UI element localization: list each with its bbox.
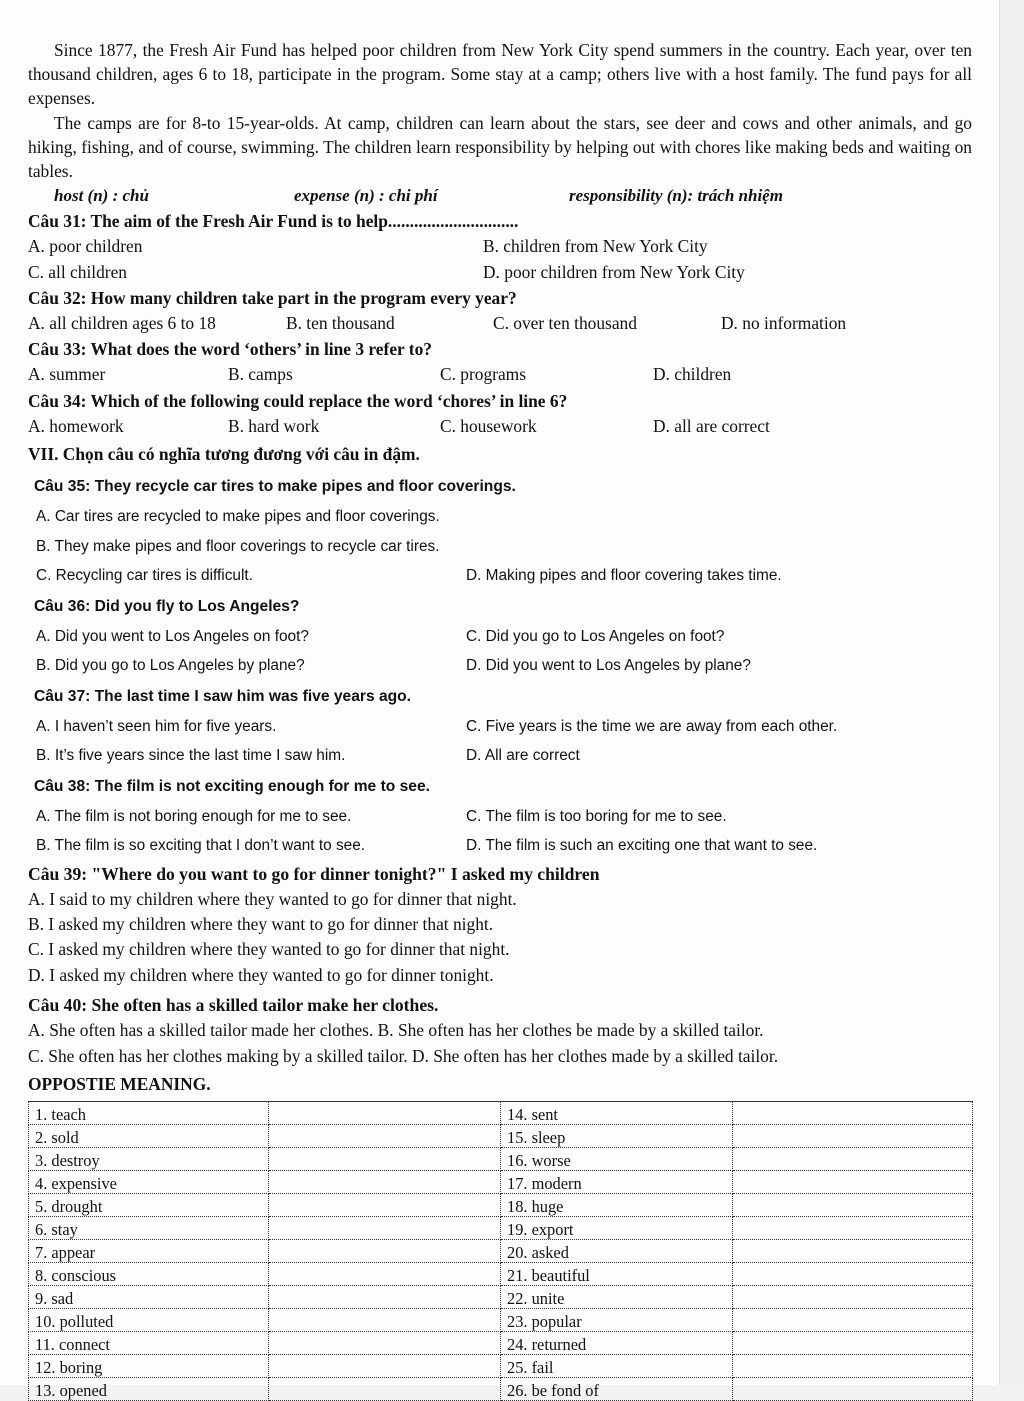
question-35-option-d: D. Making pipes and floor covering takes time. bbox=[466, 567, 782, 585]
question-35-option-cd-row bbox=[28, 565, 972, 587]
question-36-options-row-2 bbox=[28, 655, 972, 677]
question-36-option-a: A. Did you went to Los Angeles on foot? bbox=[36, 627, 309, 645]
table-row bbox=[29, 1308, 973, 1331]
section-7-heading: VII. Chọn câu có nghĩa tương đương với câu in đậm. bbox=[28, 444, 420, 465]
vocabulary-glossary bbox=[28, 185, 972, 208]
word-left: 8. conscious bbox=[29, 1262, 269, 1285]
question-35-stem: Câu 35: They recycle car tires to make pipes and floor coverings. bbox=[34, 478, 516, 496]
answer-blank-right[interactable] bbox=[733, 1377, 973, 1400]
question-34-stem: Câu 34: Which of the following could replace the word ‘chores’ in line 6? bbox=[28, 390, 568, 411]
answer-blank-left[interactable] bbox=[269, 1124, 501, 1147]
answer-blank-right[interactable] bbox=[733, 1308, 973, 1331]
opposite-meaning-heading: OPPOSTIE MEANING. bbox=[28, 1073, 211, 1094]
answer-blank-right[interactable] bbox=[733, 1147, 973, 1170]
question-33-option-d: D. children bbox=[653, 364, 732, 385]
question-40-stem: Câu 40: She often has a skilled tailor make her clothes. bbox=[28, 994, 439, 1015]
question-39-option-b: B. I asked my children where they want to go for dinner that night. bbox=[28, 914, 494, 935]
table-row bbox=[29, 1285, 973, 1308]
word-left: 5. drought bbox=[29, 1193, 269, 1216]
word-left: 9. sad bbox=[29, 1285, 269, 1308]
reading-paragraph-1: Since 1877, the Fresh Air Fund has helped poor children from New York City spend summers in the country. Each year, over ten thousand children, ages 6 to 18, participate in the program. Some stay at a camp; others live with a host family. The fund pays for all expenses. bbox=[28, 40, 972, 109]
question-32-option-a: A. all children ages 6 to 18 bbox=[28, 312, 216, 333]
answer-blank-left[interactable] bbox=[269, 1285, 501, 1308]
question-32-option-b: B. ten thousand bbox=[286, 312, 395, 333]
question-37-options-row-2 bbox=[28, 745, 972, 767]
word-right: 22. unite bbox=[501, 1285, 733, 1308]
question-34-options bbox=[28, 414, 972, 439]
word-left: 11. connect bbox=[29, 1331, 269, 1354]
word-left: 13. opened bbox=[29, 1377, 269, 1400]
question-38-option-b: B. The film is so exciting that I don’t want to see. bbox=[36, 837, 366, 855]
answer-blank-right[interactable] bbox=[733, 1262, 973, 1285]
answer-blank-right[interactable] bbox=[733, 1331, 973, 1354]
answer-blank-left[interactable] bbox=[269, 1216, 501, 1239]
question-38-option-c: C. The film is too boring for me to see. bbox=[466, 807, 727, 825]
answer-blank-left[interactable] bbox=[269, 1101, 501, 1124]
question-36-options-row-1 bbox=[28, 626, 972, 648]
question-33-option-a: A. summer bbox=[28, 364, 106, 385]
answer-blank-left[interactable] bbox=[269, 1377, 501, 1400]
word-right: 14. sent bbox=[501, 1101, 733, 1124]
vocab-host: host (n) : chủ bbox=[54, 186, 149, 206]
word-left: 7. appear bbox=[29, 1239, 269, 1262]
question-35-option-a: A. Car tires are recycled to make pipes and floor coverings. bbox=[36, 508, 440, 526]
table-row bbox=[29, 1193, 973, 1216]
question-34-option-a: A. homework bbox=[28, 415, 124, 436]
question-36-option-b: B. Did you go to Los Angeles by plane? bbox=[36, 657, 305, 675]
table-row bbox=[29, 1239, 973, 1262]
question-36-option-c: C. Did you go to Los Angeles on foot? bbox=[466, 627, 725, 645]
word-right: 25. fail bbox=[501, 1354, 733, 1377]
answer-blank-right[interactable] bbox=[733, 1124, 973, 1147]
question-32-options bbox=[28, 311, 972, 336]
question-37-stem: Câu 37: The last time I saw him was five years ago. bbox=[34, 687, 411, 705]
word-right: 21. beautiful bbox=[501, 1262, 733, 1285]
question-32-stem: Câu 32: How many children take part in the program every year? bbox=[28, 287, 517, 308]
question-31-option-d: D. poor children from New York City bbox=[483, 261, 745, 282]
question-31-option-a: A. poor children bbox=[28, 236, 143, 257]
question-35-option-b: B. They make pipes and floor coverings to recycle car tires. bbox=[36, 537, 440, 555]
question-33-option-c: C. programs bbox=[440, 364, 526, 385]
question-35-option-a-row bbox=[28, 506, 972, 528]
word-right: 16. worse bbox=[501, 1147, 733, 1170]
word-left: 3. destroy bbox=[29, 1147, 269, 1170]
word-right: 23. popular bbox=[501, 1308, 733, 1331]
question-31-options-row-1 bbox=[28, 234, 972, 259]
question-36-option-d: D. Did you went to Los Angeles by plane? bbox=[466, 657, 751, 675]
word-right: 18. huge bbox=[501, 1193, 733, 1216]
question-34-option-c: C. housework bbox=[440, 415, 537, 436]
word-right: 26. be fond of bbox=[501, 1377, 733, 1400]
answer-blank-left[interactable] bbox=[269, 1331, 501, 1354]
answer-blank-right[interactable] bbox=[733, 1239, 973, 1262]
word-left: 4. expensive bbox=[29, 1170, 269, 1193]
word-left: 10. polluted bbox=[29, 1308, 269, 1331]
question-38-options-row-1 bbox=[28, 806, 972, 828]
word-right: 19. export bbox=[501, 1216, 733, 1239]
question-32-option-c: C. over ten thousand bbox=[493, 312, 637, 333]
word-left: 12. boring bbox=[29, 1354, 269, 1377]
question-31-options-row-2 bbox=[28, 260, 972, 285]
table-row bbox=[29, 1354, 973, 1377]
question-37-option-c: C. Five years is the time we are away from each other. bbox=[466, 717, 838, 735]
question-35-option-c: C. Recycling car tires is difficult. bbox=[36, 567, 253, 585]
table-row bbox=[29, 1101, 973, 1124]
answer-blank-left[interactable] bbox=[269, 1354, 501, 1377]
word-right: 24. returned bbox=[501, 1331, 733, 1354]
question-38-stem: Câu 38: The film is not exciting enough for me to see. bbox=[34, 777, 430, 795]
answer-blank-left[interactable] bbox=[269, 1193, 501, 1216]
answer-blank-left[interactable] bbox=[269, 1170, 501, 1193]
page-right-margin bbox=[999, 0, 1024, 1385]
table-row bbox=[29, 1124, 973, 1147]
question-37-option-b: B. It’s five years since the last time I saw him. bbox=[36, 747, 346, 765]
word-left: 1. teach bbox=[29, 1101, 269, 1124]
question-36-stem: Câu 36: Did you fly to Los Angeles? bbox=[34, 597, 300, 615]
word-right: 17. modern bbox=[501, 1170, 733, 1193]
table-row bbox=[29, 1331, 973, 1354]
question-40-options-line-1: A. She often has a skilled tailor made her clothes. B. She often has her clothes be made by a skilled tailor. bbox=[28, 1020, 764, 1041]
vocab-responsibility: responsibility (n): trách nhiệm bbox=[569, 186, 783, 206]
question-39-option-d: D. I asked my children where they wanted to go for dinner tonight. bbox=[28, 964, 494, 985]
table-row bbox=[29, 1262, 973, 1285]
word-right: 20. asked bbox=[501, 1239, 733, 1262]
question-32-option-d: D. no information bbox=[721, 312, 847, 333]
question-38-option-a: A. The film is not boring enough for me to see. bbox=[36, 807, 352, 825]
question-33-stem: Câu 33: What does the word ‘others’ in line 3 refer to? bbox=[28, 339, 432, 360]
question-31-option-b: B. children from New York City bbox=[483, 236, 708, 257]
question-34-option-b: B. hard work bbox=[228, 415, 320, 436]
answer-blank-right[interactable] bbox=[733, 1193, 973, 1216]
document-content bbox=[28, 38, 972, 1401]
question-39-option-a: A. I said to my children where they wanted to go for dinner that night. bbox=[28, 889, 517, 910]
word-left: 6. stay bbox=[29, 1216, 269, 1239]
question-37-option-d: D. All are correct bbox=[466, 747, 580, 765]
question-38-options-row-2 bbox=[28, 835, 972, 857]
reading-paragraph-2: The camps are for 8-to 15-year-olds. At camp, children can learn about the stars, see deer and cows and other animals, and go hiking, fishing, and of course, swimming. The children learn responsibility by helping out with chores like making beds and waiting on tables. bbox=[28, 113, 972, 182]
question-31-stem: Câu 31: The aim of the Fresh Air Fund is to help.............................. bbox=[28, 211, 519, 232]
table-row bbox=[29, 1377, 973, 1400]
opposite-meaning-table bbox=[28, 1101, 973, 1401]
answer-blank-right[interactable] bbox=[733, 1101, 973, 1124]
answer-blank-right[interactable] bbox=[733, 1216, 973, 1239]
vocab-expense: expense (n) : chi phí bbox=[294, 186, 438, 206]
question-35-option-b-row bbox=[28, 536, 972, 558]
question-40-options-line-2: C. She often has her clothes making by a skilled tailor. D. She often has her clothes made by a skilled tailor. bbox=[28, 1045, 779, 1066]
answer-blank-left[interactable] bbox=[269, 1147, 501, 1170]
answer-blank-right[interactable] bbox=[733, 1170, 973, 1193]
opposite-meaning-table-body bbox=[29, 1101, 973, 1400]
word-right: 15. sleep bbox=[501, 1124, 733, 1147]
table-row bbox=[29, 1216, 973, 1239]
table-row bbox=[29, 1147, 973, 1170]
word-left: 2. sold bbox=[29, 1124, 269, 1147]
answer-blank-right[interactable] bbox=[733, 1354, 973, 1377]
question-37-options-row-1 bbox=[28, 716, 972, 738]
question-33-options bbox=[28, 362, 972, 387]
answer-blank-left[interactable] bbox=[269, 1239, 501, 1262]
question-34-option-d: D. all are correct bbox=[653, 415, 770, 436]
answer-blank-left[interactable] bbox=[269, 1308, 501, 1331]
question-39-option-c: C. I asked my children where they wanted to go for dinner that night. bbox=[28, 939, 510, 960]
table-row bbox=[29, 1170, 973, 1193]
answer-blank-right[interactable] bbox=[733, 1285, 973, 1308]
question-37-option-a: A. I haven’t seen him for five years. bbox=[36, 717, 277, 735]
question-38-option-d: D. The film is such an exciting one that want to see. bbox=[466, 837, 818, 855]
question-39-stem: Câu 39: "Where do you want to go for dinner tonight?" I asked my children bbox=[28, 863, 600, 884]
question-33-option-b: B. camps bbox=[228, 364, 293, 385]
question-31-option-c: C. all children bbox=[28, 261, 128, 282]
answer-blank-left[interactable] bbox=[269, 1262, 501, 1285]
